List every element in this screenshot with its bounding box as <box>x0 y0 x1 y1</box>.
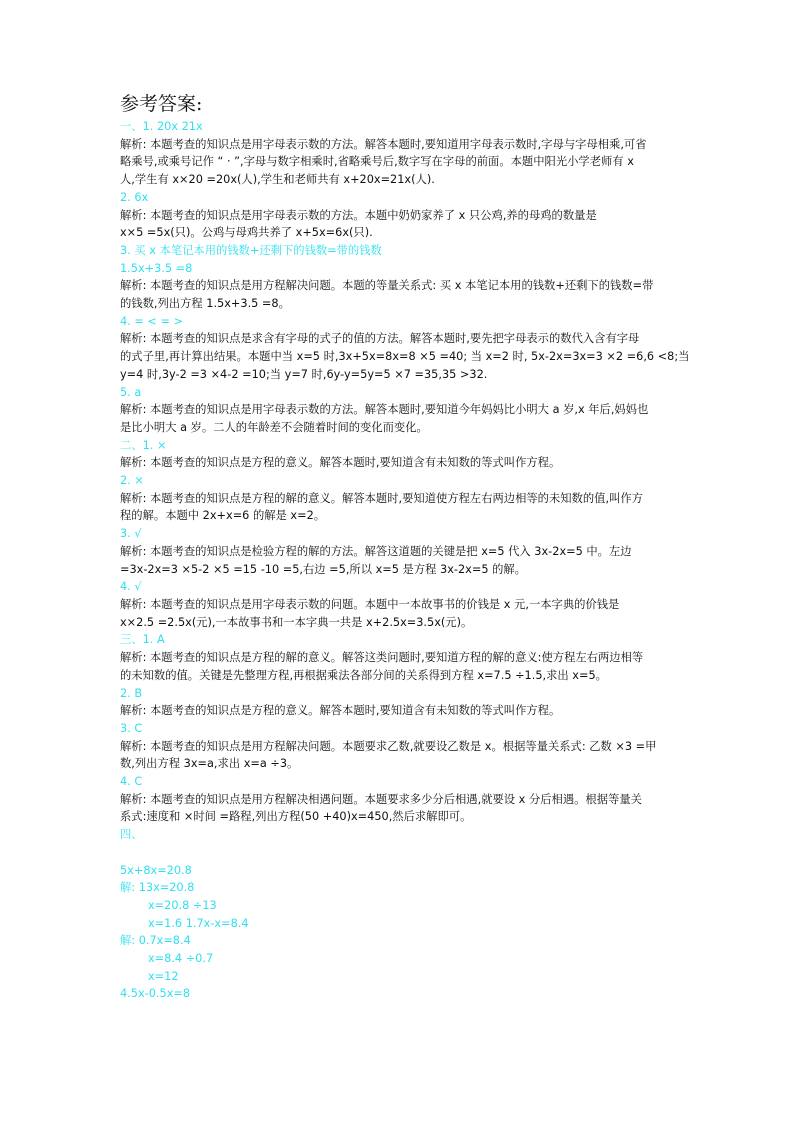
answer-line: 2. 6x <box>120 190 149 204</box>
explanation-line: 解析: 本题考查的知识点是用字母表示数的方法。解答本题时,要知道用字母表示数时,字母与字母相乘,可省 <box>120 137 647 151</box>
explanation-line: 人,学生有 x×20 =20x(人),学生和老师共有 x+20x=21x(人). <box>120 173 435 187</box>
explanation-line: 的未知数的值。关键是先整理方程,再根据乘法各部分间的关系得到方程 x=7.5 ÷1.5,求出 x=5。 <box>120 668 607 682</box>
answer-key <box>120 92 690 1003</box>
explanation-line: x×5 =5x(只)。公鸡与母鸡共养了 x+5x=6x(只). <box>120 226 373 240</box>
answer-line: 二、1. × <box>120 438 167 452</box>
explanation-line: 系式:速度和 ×时间 =路程,列出方程(50 +40)x=450,然后求解即可。 <box>120 810 472 824</box>
explanation-line: 解析: 本题考查的知识点是用字母表示数的方法。解答本题时,要知道今年妈妈比小明大 a 岁,x 年后,妈妈也 <box>120 403 649 417</box>
explanation-line: 是比小明大 a 岁。二人的年龄差不会随着时间的变化而变化。 <box>120 420 428 434</box>
explanation-line: 解析: 本题考查的知识点是用方程解决问题。本题的等量关系式: 买 x 本笔记本用的钱数+还剩下的钱数=带 <box>120 279 654 293</box>
explanation-line: 的式子里,再计算出结果。本题中当 x=5 时,3x+5x=8x=8 ×5 =40; 当 x=2 时, 5x-2x=3x=3 ×2 =6,6 <8;当 <box>120 350 690 364</box>
explanation-line: 解析: 本题考查的知识点是方程的意义。解答本题时,要知道含有未知数的等式叫作方程。 <box>120 704 561 718</box>
answer-line: 5. a <box>120 385 142 399</box>
answer-line: x=8.4 ÷0.7 <box>148 952 214 966</box>
answer-line: 4. √ <box>120 580 142 594</box>
explanation-line: =3x-2x=3 ×5-2 ×5 =15 -10 =5,右边 =5,所以 x=5 是方程 3x-2x=5 的解。 <box>120 562 526 576</box>
explanation-line: x×2.5 =2.5x(元),一本故事书和一本字典一共是 x+2.5x=3.5x(元)。 <box>120 615 473 629</box>
answer-line: 三、1. A <box>120 633 165 647</box>
answer-line: 3. C <box>120 721 143 735</box>
answer-line: 4. = < = > <box>120 314 184 328</box>
explanation-line: 的钱数,列出方程 1.5x+3.5 =8。 <box>120 297 290 311</box>
answer-line: x=1.6 1.7x-x=8.4 <box>148 916 249 930</box>
answer-lines <box>120 118 690 1003</box>
explanation-line: y=4 时,3y-2 =3 ×4-2 =10;当 y=7 时,6y-y=5y=5 ×7 =35,35 >32. <box>120 367 488 381</box>
answer-line: 解: 13x=20.8 <box>120 881 195 895</box>
answer-line: 4.5x-0.5x=8 <box>120 987 191 1001</box>
answer-line: 4. C <box>120 775 143 789</box>
explanation-line: 解析: 本题考查的知识点是用方程解决相遇问题。本题要求多少分后相遇,就要设 x 分后相遇。根据等量关 <box>120 792 642 806</box>
blank-line <box>120 844 680 862</box>
answer-line: x=20.8 ÷13 <box>148 898 217 912</box>
explanation-line: 略乘号,或乘号记作 “ · ”,字母与数字相乘时,省略乘号后,数字写在字母的前面。本题中阳光小学老师有 x <box>120 155 634 169</box>
answer-line: 1.5x+3.5 =8 <box>120 261 193 275</box>
explanation-line: 解析: 本题考查的知识点是求含有字母的式子的值的方法。解答本题时,要先把字母表示的数代入含有字母 <box>120 332 640 346</box>
answer-line: 2. B <box>120 686 143 700</box>
answer-line: 3. √ <box>120 527 142 541</box>
explanation-line: 解析: 本题考查的知识点是方程的意义。解答本题时,要知道含有未知数的等式叫作方程。 <box>120 456 561 470</box>
answer-line: 四、 <box>120 828 143 842</box>
answer-line: 2. × <box>120 474 144 488</box>
explanation-line: 解析: 本题考查的知识点是用字母表示数的方法。本题中奶奶家养了 x 只公鸡,养的母鸡的数量是 <box>120 208 597 222</box>
explanation-line: 数,列出方程 3x=a,求出 x=a ÷3。 <box>120 757 299 771</box>
explanation-line: 解析: 本题考查的知识点是方程的解的意义。解答本题时,要知道使方程左右两边相等的未知数的值,叫作方 <box>120 491 643 505</box>
answer-line: 5x+8x=20.8 <box>120 863 192 877</box>
explanation-line: 程的解。本题中 2x+x=6 的解是 x=2。 <box>120 509 326 523</box>
explanation-line: 解析: 本题考查的知识点是方程的解的意义。解答这类问题时,要知道方程的解的意义:使方程左右两边相等 <box>120 651 644 665</box>
explanation-line: 解析: 本题考查的知识点是用方程解决问题。本题要求乙数,就要设乙数是 x。根据等量关系式: 乙数 ×3 =甲 <box>120 739 657 753</box>
answer-line: 一、1. 20x 21x <box>120 120 203 133</box>
explanation-line: 解析: 本题考查的知识点是用字母表示数的问题。本题中一本故事书的价钱是 x 元,一本字典的价钱是 <box>120 597 620 611</box>
answer-line: 解: 0.7x=8.4 <box>120 934 191 948</box>
answer-line: 3. 买 x 本笔记本用的钱数+还剩下的钱数=带的钱数 <box>120 243 382 257</box>
explanation-line: 解析: 本题考查的知识点是检验方程的解的方法。解答这道题的关键是把 x=5 代入 3x-2x=5 中。左边 <box>120 544 632 558</box>
answer-line: x=12 <box>148 969 179 983</box>
page-title: 参考答案: <box>120 93 203 115</box>
